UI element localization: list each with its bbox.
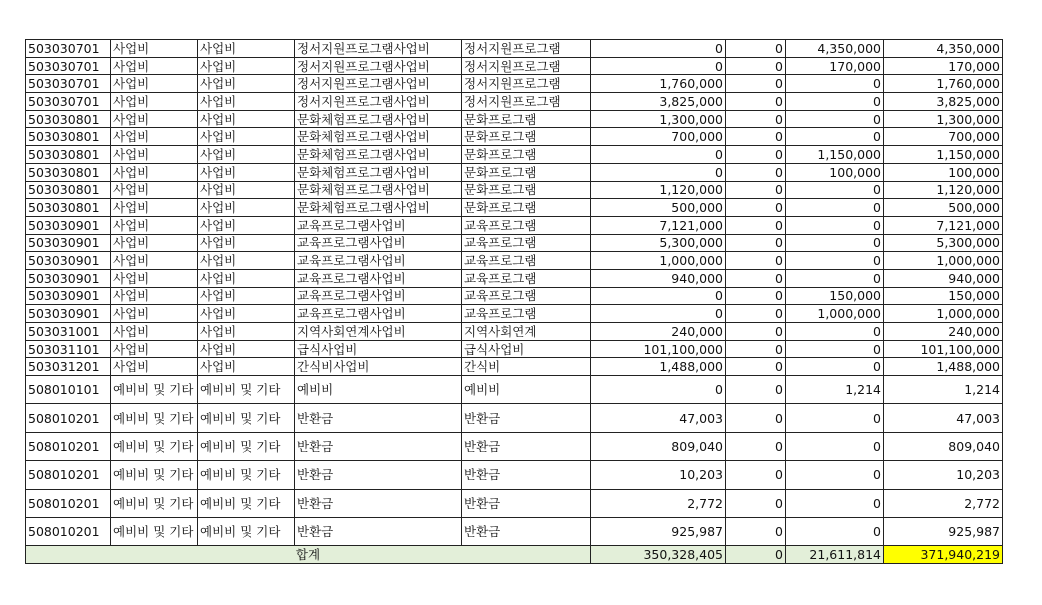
item-cell: 지역사회연계사업비 [295,323,462,341]
account-code-cell: 503030901 [26,252,111,270]
budget-table [25,39,1003,564]
category-cell: 사업비 [198,110,295,128]
amount-cell: 809,040 [591,432,726,460]
table-row [26,376,1003,404]
item-cell: 문화체험프로그램사업비 [295,163,462,181]
amount-cell: 1,000,000 [786,305,884,323]
amount-cell: 0 [786,216,884,234]
category-cell: 사업비 [198,305,295,323]
total-amount-cell: 1,120,000 [884,181,1003,199]
account-code-cell: 503030801 [26,163,111,181]
amount-cell: 1,000,000 [591,252,726,270]
amount-cell: 0 [786,181,884,199]
category-cell: 예비비 및 기타 [198,432,295,460]
section-cell: 사업비 [111,234,198,252]
amount-cell: 0 [726,93,786,111]
subitem-cell: 정서지원프로그램 [462,75,591,93]
amount-cell: 0 [591,305,726,323]
amount-cell: 0 [726,199,786,217]
section-cell: 사업비 [111,199,198,217]
amount-cell: 0 [726,358,786,376]
total-amount-cell: 925,987 [884,518,1003,546]
account-code-cell: 508010201 [26,461,111,489]
amount-cell: 0 [726,376,786,404]
table-row [26,252,1003,270]
item-cell: 정서지원프로그램사업비 [295,75,462,93]
amount-cell: 0 [726,234,786,252]
table-row [26,110,1003,128]
subitem-cell: 교육프로그램 [462,234,591,252]
amount-cell: 101,100,000 [591,340,726,358]
subitem-cell: 반환금 [462,461,591,489]
account-code-cell: 508010201 [26,489,111,517]
amount-cell: 1,150,000 [786,146,884,164]
item-cell: 예비비 [295,376,462,404]
amount-cell: 7,121,000 [591,216,726,234]
account-code-cell: 503031001 [26,323,111,341]
subitem-cell: 예비비 [462,376,591,404]
item-cell: 교육프로그램사업비 [295,269,462,287]
account-code-cell: 503030801 [26,128,111,146]
item-cell: 교육프로그램사업비 [295,287,462,305]
amount-cell: 0 [591,287,726,305]
item-cell: 반환금 [295,404,462,432]
account-code-cell: 503031201 [26,358,111,376]
amount-cell: 4,350,000 [786,40,884,58]
category-cell: 예비비 및 기타 [198,461,295,489]
total-amount-cell: 101,100,000 [884,340,1003,358]
amount-cell: 0 [786,110,884,128]
account-code-cell: 508010201 [26,404,111,432]
amount-cell: 0 [786,128,884,146]
amount-cell: 0 [786,323,884,341]
account-code-cell: 503030801 [26,110,111,128]
table-row [26,287,1003,305]
account-code-cell: 503030901 [26,269,111,287]
account-code-cell: 503030701 [26,75,111,93]
total-amount-cell: 1,000,000 [884,252,1003,270]
account-code-cell: 503030801 [26,199,111,217]
section-cell: 예비비 및 기타 [111,432,198,460]
amount-cell: 0 [726,128,786,146]
table-body [26,40,1003,546]
section-cell: 사업비 [111,75,198,93]
item-cell: 교육프로그램사업비 [295,234,462,252]
subitem-cell: 문화프로그램 [462,163,591,181]
account-code-cell: 508010201 [26,518,111,546]
total-amount-cell: 809,040 [884,432,1003,460]
amount-cell: 0 [726,305,786,323]
item-cell: 정서지원프로그램사업비 [295,40,462,58]
subitem-cell: 문화프로그램 [462,146,591,164]
section-cell: 사업비 [111,252,198,270]
amount-cell: 700,000 [591,128,726,146]
amount-cell: 0 [726,163,786,181]
table-row [26,40,1003,58]
total-label: 합계 [26,546,591,564]
item-cell: 반환금 [295,518,462,546]
table-row [26,146,1003,164]
item-cell: 문화체험프로그램사업비 [295,181,462,199]
amount-cell: 0 [786,199,884,217]
item-cell: 반환금 [295,461,462,489]
account-code-cell: 503030701 [26,57,111,75]
amount-cell: 0 [726,323,786,341]
amount-cell: 0 [726,269,786,287]
total-cell: 21,611,814 [786,546,884,564]
category-cell: 사업비 [198,128,295,146]
total-amount-cell: 940,000 [884,269,1003,287]
total-amount-cell: 240,000 [884,323,1003,341]
table-row [26,340,1003,358]
subitem-cell: 문화프로그램 [462,199,591,217]
category-cell: 예비비 및 기타 [198,518,295,546]
table-row [26,305,1003,323]
amount-cell: 0 [591,57,726,75]
table-row [26,432,1003,460]
amount-cell: 2,772 [591,489,726,517]
total-amount-cell: 1,488,000 [884,358,1003,376]
table-row [26,269,1003,287]
total-amount-cell: 2,772 [884,489,1003,517]
item-cell: 교육프로그램사업비 [295,305,462,323]
category-cell: 사업비 [198,323,295,341]
item-cell: 교육프로그램사업비 [295,216,462,234]
category-cell: 사업비 [198,93,295,111]
table-row [26,234,1003,252]
subitem-cell: 문화프로그램 [462,110,591,128]
amount-cell: 10,203 [591,461,726,489]
total-amount-cell: 150,000 [884,287,1003,305]
account-code-cell: 503030901 [26,287,111,305]
section-cell: 사업비 [111,269,198,287]
amount-cell: 0 [726,287,786,305]
total-amount-cell: 1,150,000 [884,146,1003,164]
table-row [26,518,1003,546]
category-cell: 사업비 [198,287,295,305]
total-amount-cell: 100,000 [884,163,1003,181]
section-cell: 사업비 [111,323,198,341]
section-cell: 사업비 [111,40,198,58]
category-cell: 사업비 [198,216,295,234]
category-cell: 사업비 [198,40,295,58]
subitem-cell: 교육프로그램 [462,252,591,270]
subitem-cell: 반환금 [462,432,591,460]
table-row [26,163,1003,181]
amount-cell: 0 [726,75,786,93]
section-cell: 사업비 [111,110,198,128]
amount-cell: 0 [786,518,884,546]
amount-cell: 1,214 [786,376,884,404]
total-amount-cell: 1,214 [884,376,1003,404]
amount-cell: 0 [786,432,884,460]
section-cell: 사업비 [111,216,198,234]
account-code-cell: 503030901 [26,305,111,323]
subitem-cell: 교육프로그램 [462,216,591,234]
account-code-cell: 508010101 [26,376,111,404]
subitem-cell: 급식사업비 [462,340,591,358]
amount-cell: 1,760,000 [591,75,726,93]
total-amount-cell: 170,000 [884,57,1003,75]
amount-cell: 0 [591,376,726,404]
item-cell: 문화체험프로그램사업비 [295,146,462,164]
table-row [26,358,1003,376]
table-row [26,323,1003,341]
item-cell: 교육프로그램사업비 [295,252,462,270]
amount-cell: 0 [726,252,786,270]
amount-cell: 0 [726,110,786,128]
total-amount-cell: 3,825,000 [884,93,1003,111]
section-cell: 예비비 및 기타 [111,489,198,517]
subitem-cell: 정서지원프로그램 [462,40,591,58]
amount-cell: 0 [726,432,786,460]
table-row [26,57,1003,75]
table-row [26,128,1003,146]
amount-cell: 3,825,000 [591,93,726,111]
category-cell: 사업비 [198,146,295,164]
amount-cell: 0 [726,340,786,358]
amount-cell: 0 [786,404,884,432]
total-amount-cell: 47,003 [884,404,1003,432]
amount-cell: 940,000 [591,269,726,287]
amount-cell: 0 [786,461,884,489]
amount-cell: 0 [726,57,786,75]
amount-cell: 0 [786,75,884,93]
category-cell: 사업비 [198,181,295,199]
total-amount-cell: 700,000 [884,128,1003,146]
total-row [26,546,1003,564]
amount-cell: 47,003 [591,404,726,432]
item-cell: 간식비사업비 [295,358,462,376]
amount-cell: 0 [786,234,884,252]
category-cell: 사업비 [198,269,295,287]
item-cell: 급식사업비 [295,340,462,358]
category-cell: 사업비 [198,234,295,252]
amount-cell: 1,120,000 [591,181,726,199]
category-cell: 사업비 [198,57,295,75]
total-amount-cell: 1,300,000 [884,110,1003,128]
amount-cell: 0 [786,252,884,270]
amount-cell: 0 [786,269,884,287]
amount-cell: 0 [726,518,786,546]
table-row [26,489,1003,517]
account-code-cell: 503030701 [26,40,111,58]
section-cell: 예비비 및 기타 [111,404,198,432]
subitem-cell: 반환금 [462,518,591,546]
account-code-cell: 503030801 [26,146,111,164]
subitem-cell: 간식비 [462,358,591,376]
table-row [26,216,1003,234]
total-amount-cell: 500,000 [884,199,1003,217]
subitem-cell: 반환금 [462,404,591,432]
amount-cell: 0 [726,461,786,489]
table-row [26,199,1003,217]
amount-cell: 0 [786,340,884,358]
amount-cell: 0 [786,489,884,517]
subitem-cell: 교육프로그램 [462,269,591,287]
total-amount-cell: 1,000,000 [884,305,1003,323]
amount-cell: 0 [591,40,726,58]
account-code-cell: 503030801 [26,181,111,199]
section-cell: 예비비 및 기타 [111,518,198,546]
table-row [26,75,1003,93]
category-cell: 사업비 [198,75,295,93]
category-cell: 사업비 [198,163,295,181]
subitem-cell: 정서지원프로그램 [462,93,591,111]
section-cell: 예비비 및 기타 [111,376,198,404]
total-cell: 350,328,405 [591,546,726,564]
account-code-cell: 503031101 [26,340,111,358]
amount-cell: 0 [726,404,786,432]
amount-cell: 1,488,000 [591,358,726,376]
total-amount-cell: 5,300,000 [884,234,1003,252]
amount-cell: 0 [786,358,884,376]
category-cell: 사업비 [198,252,295,270]
subitem-cell: 지역사회연계 [462,323,591,341]
item-cell: 정서지원프로그램사업비 [295,57,462,75]
subitem-cell: 교육프로그램 [462,305,591,323]
amount-cell: 100,000 [786,163,884,181]
account-code-cell: 503030901 [26,234,111,252]
category-cell: 사업비 [198,358,295,376]
section-cell: 사업비 [111,146,198,164]
amount-cell: 925,987 [591,518,726,546]
subitem-cell: 반환금 [462,489,591,517]
account-code-cell: 503030701 [26,93,111,111]
category-cell: 사업비 [198,199,295,217]
total-cell: 0 [726,546,786,564]
amount-cell: 0 [726,181,786,199]
table-row [26,181,1003,199]
section-cell: 사업비 [111,305,198,323]
category-cell: 예비비 및 기타 [198,404,295,432]
amount-cell: 500,000 [591,199,726,217]
category-cell: 예비비 및 기타 [198,376,295,404]
table-row [26,93,1003,111]
subitem-cell: 정서지원프로그램 [462,57,591,75]
total-amount-cell: 1,760,000 [884,75,1003,93]
subitem-cell: 교육프로그램 [462,287,591,305]
item-cell: 문화체험프로그램사업비 [295,128,462,146]
table-row [26,404,1003,432]
amount-cell: 150,000 [786,287,884,305]
item-cell: 반환금 [295,489,462,517]
table-row [26,461,1003,489]
section-cell: 사업비 [111,358,198,376]
amount-cell: 0 [726,489,786,517]
amount-cell: 0 [726,40,786,58]
item-cell: 반환금 [295,432,462,460]
item-cell: 정서지원프로그램사업비 [295,93,462,111]
section-cell: 사업비 [111,181,198,199]
section-cell: 사업비 [111,340,198,358]
section-cell: 사업비 [111,128,198,146]
section-cell: 사업비 [111,163,198,181]
section-cell: 사업비 [111,57,198,75]
amount-cell: 240,000 [591,323,726,341]
item-cell: 문화체험프로그램사업비 [295,110,462,128]
account-code-cell: 508010201 [26,432,111,460]
amount-cell: 170,000 [786,57,884,75]
amount-cell: 0 [786,93,884,111]
total-amount-cell: 7,121,000 [884,216,1003,234]
grand-total-cell: 371,940,219 [884,546,1003,564]
item-cell: 문화체험프로그램사업비 [295,199,462,217]
section-cell: 사업비 [111,287,198,305]
total-amount-cell: 4,350,000 [884,40,1003,58]
category-cell: 예비비 및 기타 [198,489,295,517]
total-amount-cell: 10,203 [884,461,1003,489]
account-code-cell: 503030901 [26,216,111,234]
category-cell: 사업비 [198,340,295,358]
section-cell: 예비비 및 기타 [111,461,198,489]
subitem-cell: 문화프로그램 [462,181,591,199]
section-cell: 사업비 [111,93,198,111]
amount-cell: 0 [591,163,726,181]
amount-cell: 0 [591,146,726,164]
amount-cell: 0 [726,216,786,234]
amount-cell: 5,300,000 [591,234,726,252]
amount-cell: 1,300,000 [591,110,726,128]
subitem-cell: 문화프로그램 [462,128,591,146]
amount-cell: 0 [726,146,786,164]
